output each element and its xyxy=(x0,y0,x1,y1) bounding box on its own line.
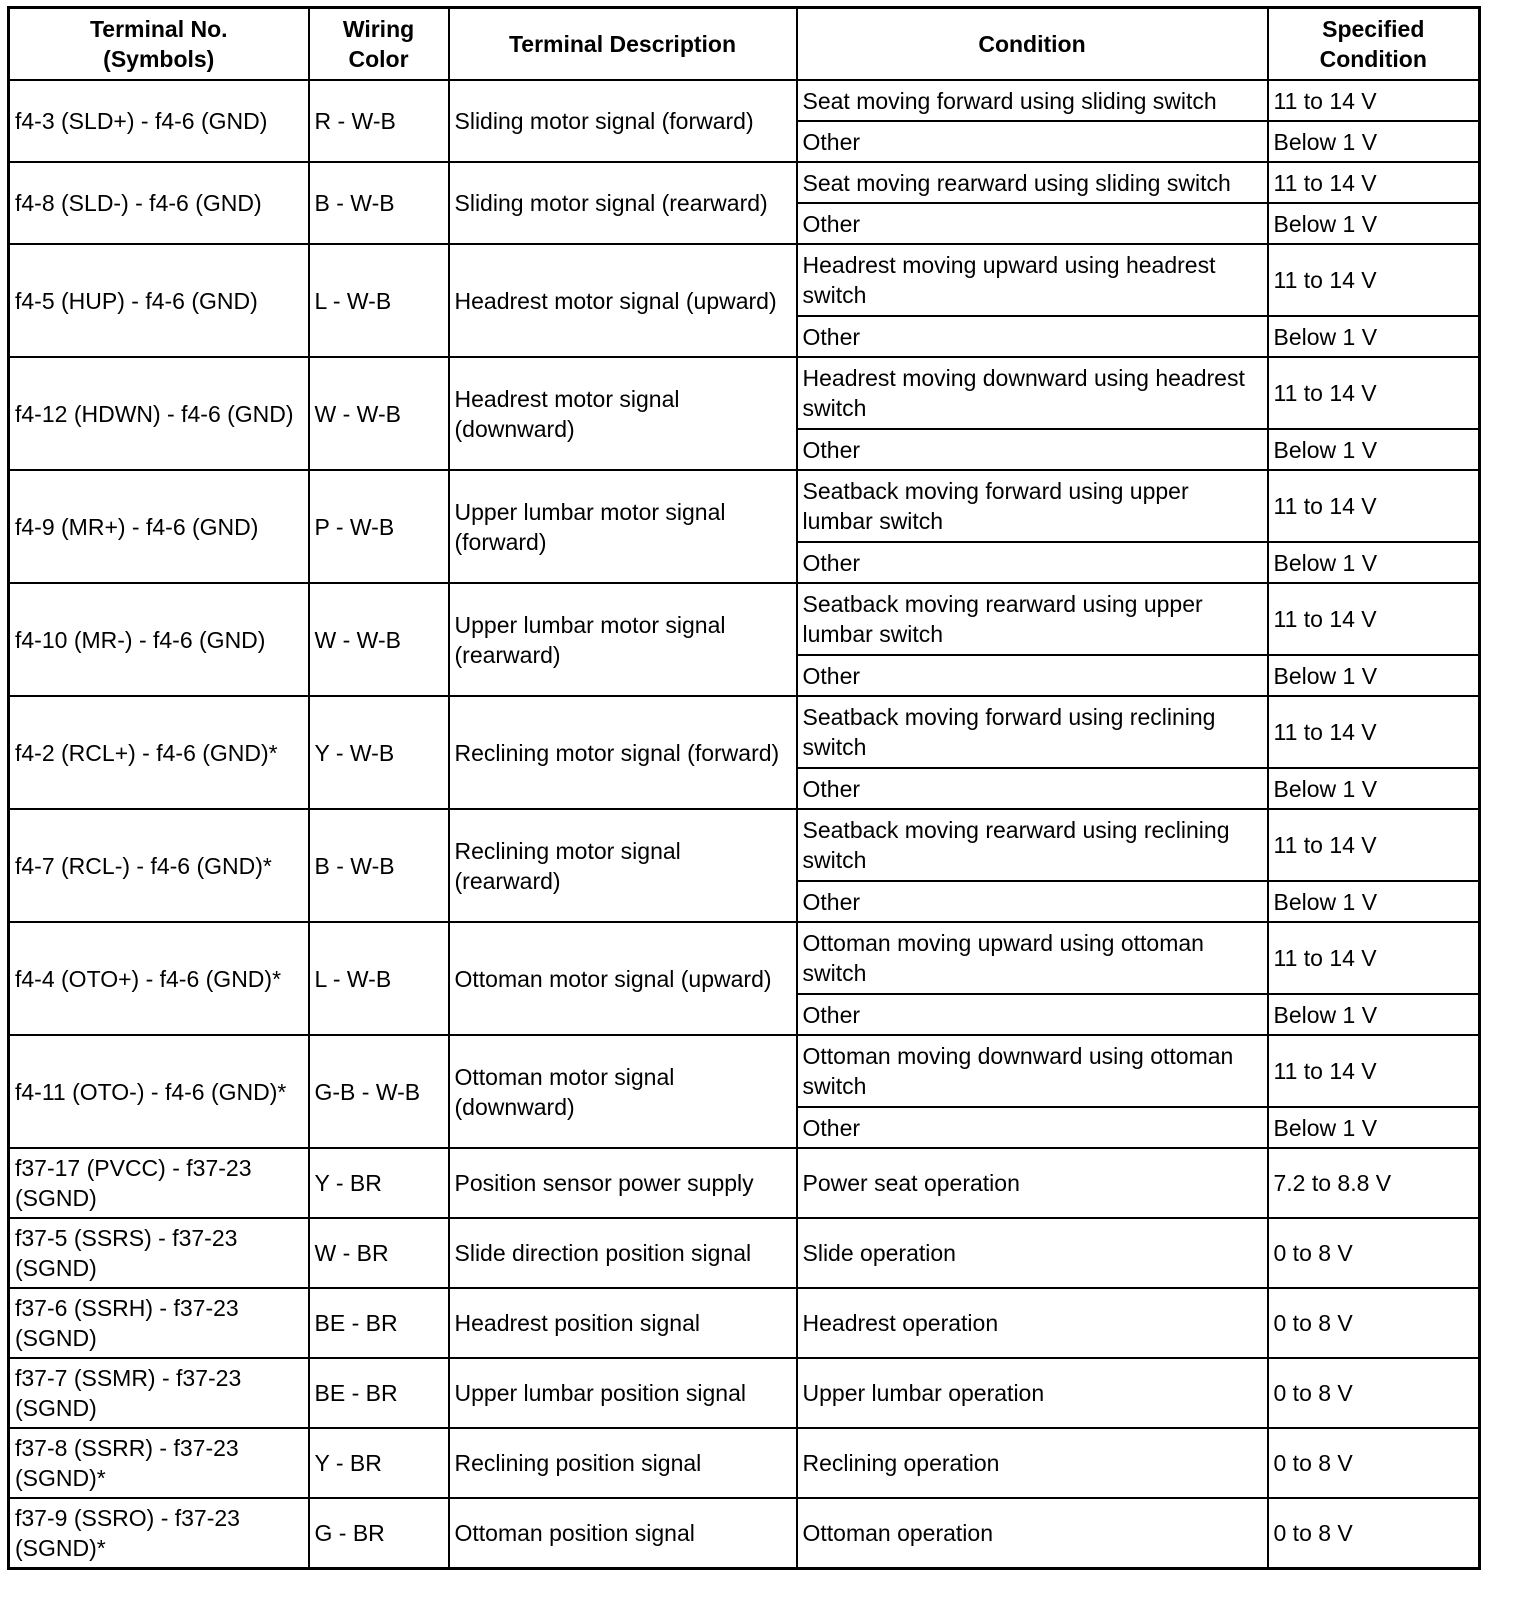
table-row xyxy=(9,162,1480,203)
terminal-cell: f4-7 (RCL-) - f4-6 (GND)* xyxy=(9,809,309,922)
specified-cell: 0 to 8 V xyxy=(1268,1358,1480,1428)
header-wiring-line1: Wiring xyxy=(342,16,415,42)
condition-cell: Other xyxy=(797,121,1268,162)
table-row xyxy=(9,1498,1480,1569)
header-condition: Condition xyxy=(797,8,1268,81)
condition-cell: Headrest operation xyxy=(797,1288,1268,1358)
table-row xyxy=(9,696,1480,768)
description-cell: Sliding motor signal (forward) xyxy=(449,80,797,162)
table-row xyxy=(9,809,1480,881)
condition-cell: Other xyxy=(797,316,1268,357)
wiring-cell: BE - BR xyxy=(309,1288,449,1358)
terminal-cell: f4-9 (MR+) - f4-6 (GND) xyxy=(9,470,309,583)
wiring-cell: P - W-B xyxy=(309,470,449,583)
table-row xyxy=(9,1148,1480,1218)
table-row xyxy=(9,1218,1480,1288)
condition-cell: Headrest moving downward using headrest switch xyxy=(797,357,1268,429)
table-row xyxy=(9,1428,1480,1498)
specified-cell: Below 1 V xyxy=(1268,203,1480,244)
description-cell: Ottoman motor signal (downward) xyxy=(449,1035,797,1148)
condition-cell: Seat moving rearward using sliding switch xyxy=(797,162,1268,203)
condition-cell: Ottoman moving upward using ottoman switch xyxy=(797,922,1268,994)
condition-cell: Upper lumbar operation xyxy=(797,1358,1268,1428)
condition-cell: Other xyxy=(797,655,1268,696)
terminal-cell: f4-11 (OTO-) - f4-6 (GND)* xyxy=(9,1035,309,1148)
condition-cell: Other xyxy=(797,994,1268,1035)
header-row xyxy=(9,8,1480,81)
specified-cell: 11 to 14 V xyxy=(1268,470,1480,542)
wiring-cell: W - W-B xyxy=(309,583,449,696)
specified-cell: 11 to 14 V xyxy=(1268,80,1480,121)
description-cell: Headrest motor signal (upward) xyxy=(449,244,797,357)
wiring-cell: L - W-B xyxy=(309,244,449,357)
condition-cell: Seatback moving forward using reclining switch xyxy=(797,696,1268,768)
header-specified-line2: Condition xyxy=(1319,46,1427,72)
table-row xyxy=(9,1358,1480,1428)
header-description: Terminal Description xyxy=(449,8,797,81)
terminal-cell: f4-12 (HDWN) - f4-6 (GND) xyxy=(9,357,309,470)
wiring-cell: Y - BR xyxy=(309,1148,449,1218)
header-terminal-line1: Terminal No. xyxy=(89,16,228,42)
condition-cell: Headrest moving upward using headrest switch xyxy=(797,244,1268,316)
condition-cell: Slide operation xyxy=(797,1218,1268,1288)
description-cell: Upper lumbar motor signal (forward) xyxy=(449,470,797,583)
terminal-cell: f37-17 (PVCC) - f37-23 (SGND) xyxy=(9,1148,309,1218)
description-cell: Ottoman motor signal (upward) xyxy=(449,922,797,1035)
terminal-cell: f4-2 (RCL+) - f4-6 (GND)* xyxy=(9,696,309,809)
wiring-cell: G-B - W-B xyxy=(309,1035,449,1148)
description-cell: Reclining motor signal (forward) xyxy=(449,696,797,809)
specified-cell: Below 1 V xyxy=(1268,121,1480,162)
table-row xyxy=(9,583,1480,655)
terminal-table xyxy=(7,6,1481,1570)
table-row xyxy=(9,470,1480,542)
terminal-cell: f37-7 (SSMR) - f37-23 (SGND) xyxy=(9,1358,309,1428)
condition-cell: Seatback moving forward using upper lumbar switch xyxy=(797,470,1268,542)
wiring-cell: R - W-B xyxy=(309,80,449,162)
specified-cell: Below 1 V xyxy=(1268,316,1480,357)
header-wiring-line2: Color xyxy=(348,46,409,72)
condition-cell: Other xyxy=(797,1107,1268,1148)
terminal-cell: f4-8 (SLD-) - f4-6 (GND) xyxy=(9,162,309,244)
specified-cell: 11 to 14 V xyxy=(1268,696,1480,768)
description-cell: Upper lumbar motor signal (rearward) xyxy=(449,583,797,696)
specified-cell: 0 to 8 V xyxy=(1268,1498,1480,1569)
table-row xyxy=(9,80,1480,121)
terminal-cell: f37-9 (SSRO) - f37-23 (SGND)* xyxy=(9,1498,309,1569)
wiring-cell: W - W-B xyxy=(309,357,449,470)
specified-cell: Below 1 V xyxy=(1268,994,1480,1035)
wiring-cell: B - W-B xyxy=(309,809,449,922)
specified-cell: 0 to 8 V xyxy=(1268,1288,1480,1358)
specified-cell: 7.2 to 8.8 V xyxy=(1268,1148,1480,1218)
description-cell: Reclining position signal xyxy=(449,1428,797,1498)
specified-cell: 0 to 8 V xyxy=(1268,1218,1480,1288)
wiring-cell: Y - BR xyxy=(309,1428,449,1498)
table-row xyxy=(9,1288,1480,1358)
table-row xyxy=(9,1035,1480,1107)
condition-cell: Seatback moving rearward using upper lumbar switch xyxy=(797,583,1268,655)
condition-cell: Other xyxy=(797,429,1268,470)
terminal-cell: f37-8 (SSRR) - f37-23 (SGND)* xyxy=(9,1428,309,1498)
terminal-cell: f37-6 (SSRH) - f37-23 (SGND) xyxy=(9,1288,309,1358)
specified-cell: Below 1 V xyxy=(1268,1107,1480,1148)
table-row xyxy=(9,357,1480,429)
condition-cell: Other xyxy=(797,542,1268,583)
specified-cell: 11 to 14 V xyxy=(1268,809,1480,881)
specified-cell: Below 1 V xyxy=(1268,542,1480,583)
specified-cell: Below 1 V xyxy=(1268,881,1480,922)
specified-cell: 11 to 14 V xyxy=(1268,583,1480,655)
header-wiring xyxy=(309,8,449,81)
header-terminal xyxy=(9,8,309,81)
terminal-cell: f37-5 (SSRS) - f37-23 (SGND) xyxy=(9,1218,309,1288)
terminal-cell: f4-5 (HUP) - f4-6 (GND) xyxy=(9,244,309,357)
condition-cell: Seat moving forward using sliding switch xyxy=(797,80,1268,121)
specified-cell: 0 to 8 V xyxy=(1268,1428,1480,1498)
wiring-cell: BE - BR xyxy=(309,1358,449,1428)
specified-cell: 11 to 14 V xyxy=(1268,244,1480,316)
wiring-cell: W - BR xyxy=(309,1218,449,1288)
description-cell: Position sensor power supply xyxy=(449,1148,797,1218)
description-cell: Reclining motor signal (rearward) xyxy=(449,809,797,922)
header-specified xyxy=(1268,8,1480,81)
wiring-cell: B - W-B xyxy=(309,162,449,244)
header-specified-line1: Specified xyxy=(1322,16,1425,42)
description-cell: Headrest motor signal (downward) xyxy=(449,357,797,470)
specified-cell: 11 to 14 V xyxy=(1268,1035,1480,1107)
table-row xyxy=(9,244,1480,316)
header-terminal-line2: (Symbols) xyxy=(103,46,215,72)
condition-cell: Other xyxy=(797,768,1268,809)
terminal-cell: f4-4 (OTO+) - f4-6 (GND)* xyxy=(9,922,309,1035)
terminal-cell: f4-10 (MR-) - f4-6 (GND) xyxy=(9,583,309,696)
description-cell: Upper lumbar position signal xyxy=(449,1358,797,1428)
condition-cell: Seatback moving rearward using reclining switch xyxy=(797,809,1268,881)
terminal-cell: f4-3 (SLD+) - f4-6 (GND) xyxy=(9,80,309,162)
specified-cell: Below 1 V xyxy=(1268,768,1480,809)
wiring-cell: L - W-B xyxy=(309,922,449,1035)
specified-cell: Below 1 V xyxy=(1268,655,1480,696)
condition-cell: Other xyxy=(797,203,1268,244)
specified-cell: 11 to 14 V xyxy=(1268,162,1480,203)
table-body xyxy=(9,80,1480,1569)
description-cell: Headrest position signal xyxy=(449,1288,797,1358)
table-row xyxy=(9,922,1480,994)
wiring-cell: Y - W-B xyxy=(309,696,449,809)
description-cell: Ottoman position signal xyxy=(449,1498,797,1569)
condition-cell: Power seat operation xyxy=(797,1148,1268,1218)
condition-cell: Reclining operation xyxy=(797,1428,1268,1498)
specified-cell: Below 1 V xyxy=(1268,429,1480,470)
wiring-cell: G - BR xyxy=(309,1498,449,1569)
condition-cell: Other xyxy=(797,881,1268,922)
condition-cell: Ottoman operation xyxy=(797,1498,1268,1569)
specified-cell: 11 to 14 V xyxy=(1268,922,1480,994)
description-cell: Sliding motor signal (rearward) xyxy=(449,162,797,244)
specified-cell: 11 to 14 V xyxy=(1268,357,1480,429)
condition-cell: Ottoman moving downward using ottoman switch xyxy=(797,1035,1268,1107)
description-cell: Slide direction position signal xyxy=(449,1218,797,1288)
